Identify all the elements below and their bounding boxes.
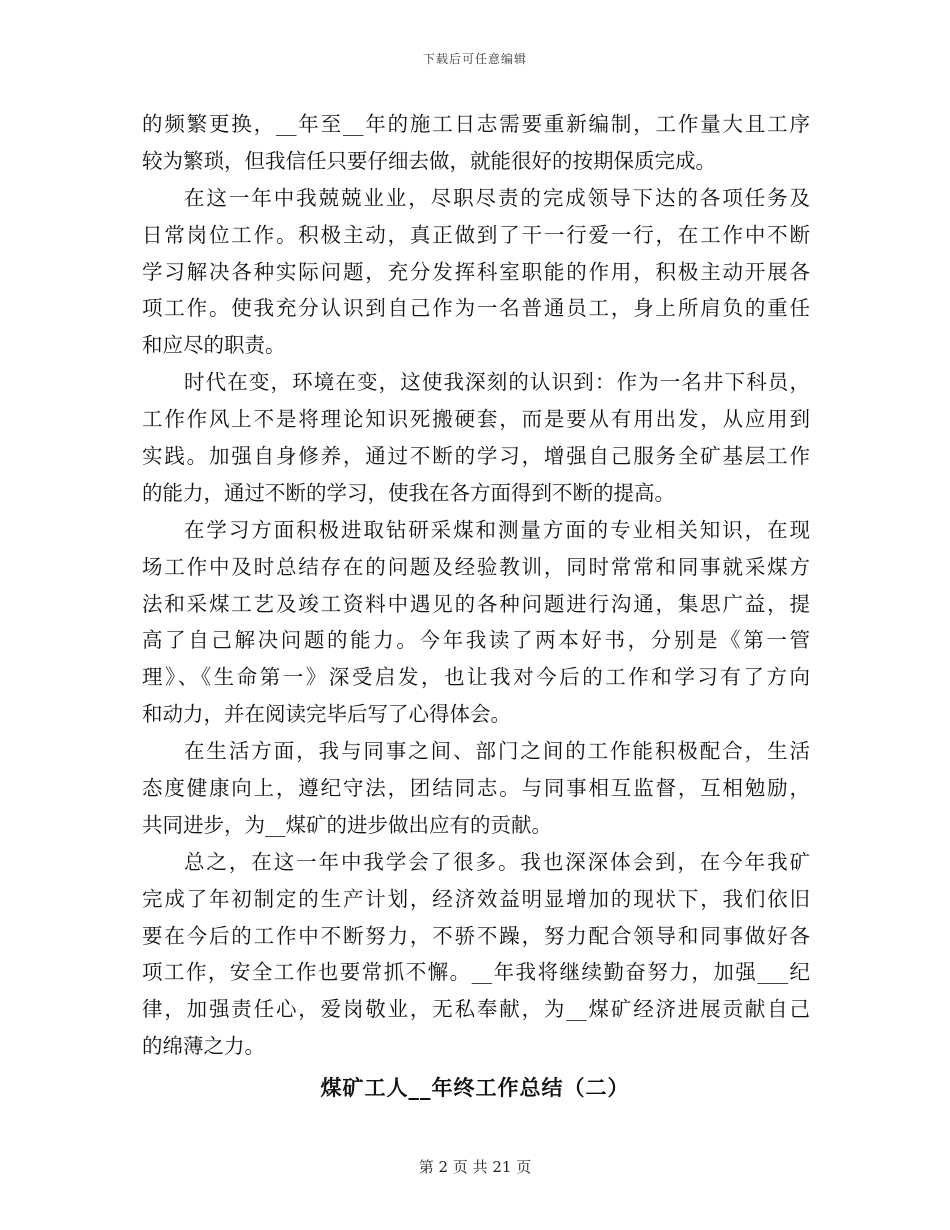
text-line: 学习解决各种实际问题，充分发挥科室职能的作用，积极主动开展各 bbox=[142, 259, 810, 284]
text-line: 实践。加强自身修养，通过不断的学习，增强自己服务全矿基层工作 bbox=[142, 444, 810, 469]
text-line: 的绵薄之力。 bbox=[142, 1034, 265, 1059]
text-line: 日常岗位工作。积极主动，真正做到了干一行爱一行，在工作中不断 bbox=[142, 222, 810, 247]
text-line: 理》、《生命第一》深受启发，也让我对今后的工作和学习有了方向 bbox=[142, 665, 810, 690]
text-line: 共同进步，为__煤矿的进步做出应有的贡献。 bbox=[142, 812, 552, 837]
text-line: 的能力，通过不断的学习，使我在各方面得到不断的提高。 bbox=[142, 480, 675, 505]
text-line: 和动力，并在阅读完毕后写了心得体会。 bbox=[142, 702, 511, 727]
text-line: 完成了年初制定的生产计划，经济效益明显增加的现状下，我们依旧 bbox=[142, 886, 810, 911]
text-line: 项工作，安全工作也要常抓不懈。__年我将继续勤奋努力，加强___纪 bbox=[142, 960, 810, 985]
text-line: 在生活方面，我与同事之间、部门之间的工作能积极配合，生活 bbox=[184, 739, 810, 764]
text-line: 律，加强责任心，爱岗敬业，无私奉献，为__煤矿经济进展贡献自己 bbox=[142, 997, 810, 1022]
text-line: 的频繁更换，__年至__年的施工日志需要重新编制，工作量大且工序 bbox=[142, 112, 810, 136]
page-header: 下载后可任意编辑 bbox=[422, 52, 527, 66]
text-line: 工作作风上不是将理论知识死搬硬套，而是要从有用出发，从应用到 bbox=[142, 407, 810, 432]
text-line: 项工作。使我充分认识到自己作为一名普通员工，身上所肩负的重任 bbox=[142, 296, 810, 321]
text-line: 总之，在这一年中我学会了很多。我也深深体会到，在今年我矿 bbox=[184, 849, 810, 874]
text-line: 时代在变，环境在变，这使我深刻的认识到：作为一名井下科员， bbox=[184, 370, 810, 395]
text-line: 高了自己解决问题的能力。今年我读了两本好书，分别是《第一管 bbox=[142, 628, 810, 653]
text-line: 在学习方面积极进取钻研采煤和测量方面的专业相关知识，在现 bbox=[184, 517, 810, 542]
text-line: 较为繁琐，但我信任只要仔细去做，就能很好的按期保质完成。 bbox=[142, 148, 716, 173]
text-line: 在这一年中我兢兢业业，尽职尽责的完成领导下达的各项任务及 bbox=[184, 185, 810, 210]
text-line: 法和采煤工艺及竣工资料中遇见的各种问题进行沟通，集思广益，提 bbox=[142, 591, 810, 616]
text-line: 和应尽的职责。 bbox=[142, 333, 286, 358]
section-title: 煤矿工人__年终工作总结（二） bbox=[320, 1076, 630, 1100]
text-line: 要在今后的工作中不断努力，不骄不躁，努力配合领导和同事做好各 bbox=[142, 923, 810, 948]
text-line: 场工作中及时总结存在的问题及经验教训，同时常常和同事就采煤方 bbox=[142, 554, 810, 579]
document-body bbox=[142, 106, 810, 1065]
page-footer: 第 2 页 共 21 页 bbox=[418, 1158, 532, 1176]
text-line: 态度健康向上，遵纪守法，团结同志。与同事相互监督，互相勉励， bbox=[142, 776, 810, 801]
